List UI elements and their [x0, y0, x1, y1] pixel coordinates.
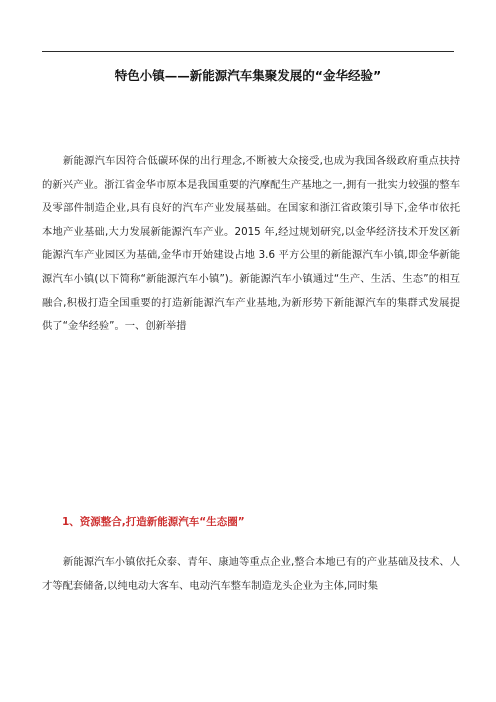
body-paragraph-intro: 新能源汽车因符合低碳环保的出行理念,不断被大众接受,也成为我国各级政府重点扶持的新兴产业。浙江省金华市原本是我国重要的汽摩配生产基地之一,拥有一批实力较强的整车及零部件制造企业,具有良好的汽车产业发展基础。在国家和浙江省政策引导下,金华市依托本地产业基础,大力发展新能源汽车产业。2015 年,经过规划研究,以金华经济技术开发区新能源汽车产业园区为基础,金华市开始建设占地 3.6 平方公里的新能源汽车小镇,即金华新能源汽车小镇(以下简称“新能源汽车小镇”)。新能源汽车小镇通过“生产、生活、生态”的相互融合,积极打造全国重要的打造新能源汽车产业基地,为新形势下新能源汽车的集群式发展提供了“金华经验”。一、创新举措 — [42, 155, 460, 333]
header-rule — [42, 51, 454, 52]
section-heading: 1、资源整合,打造新能源汽车“生态圈” — [62, 516, 245, 528]
document-title: 特色小镇——新能源汽车集聚发展的“金华经验” — [114, 68, 382, 83]
body-paragraph-resources: 新能源汽车小镇依托众泰、青年、康迪等重点企业,整合本地已有的产业基础及技术、人才等配套储备,以纯电动大客车、电动汽车整车制造龙头企业为主体,同时集 — [42, 556, 460, 592]
